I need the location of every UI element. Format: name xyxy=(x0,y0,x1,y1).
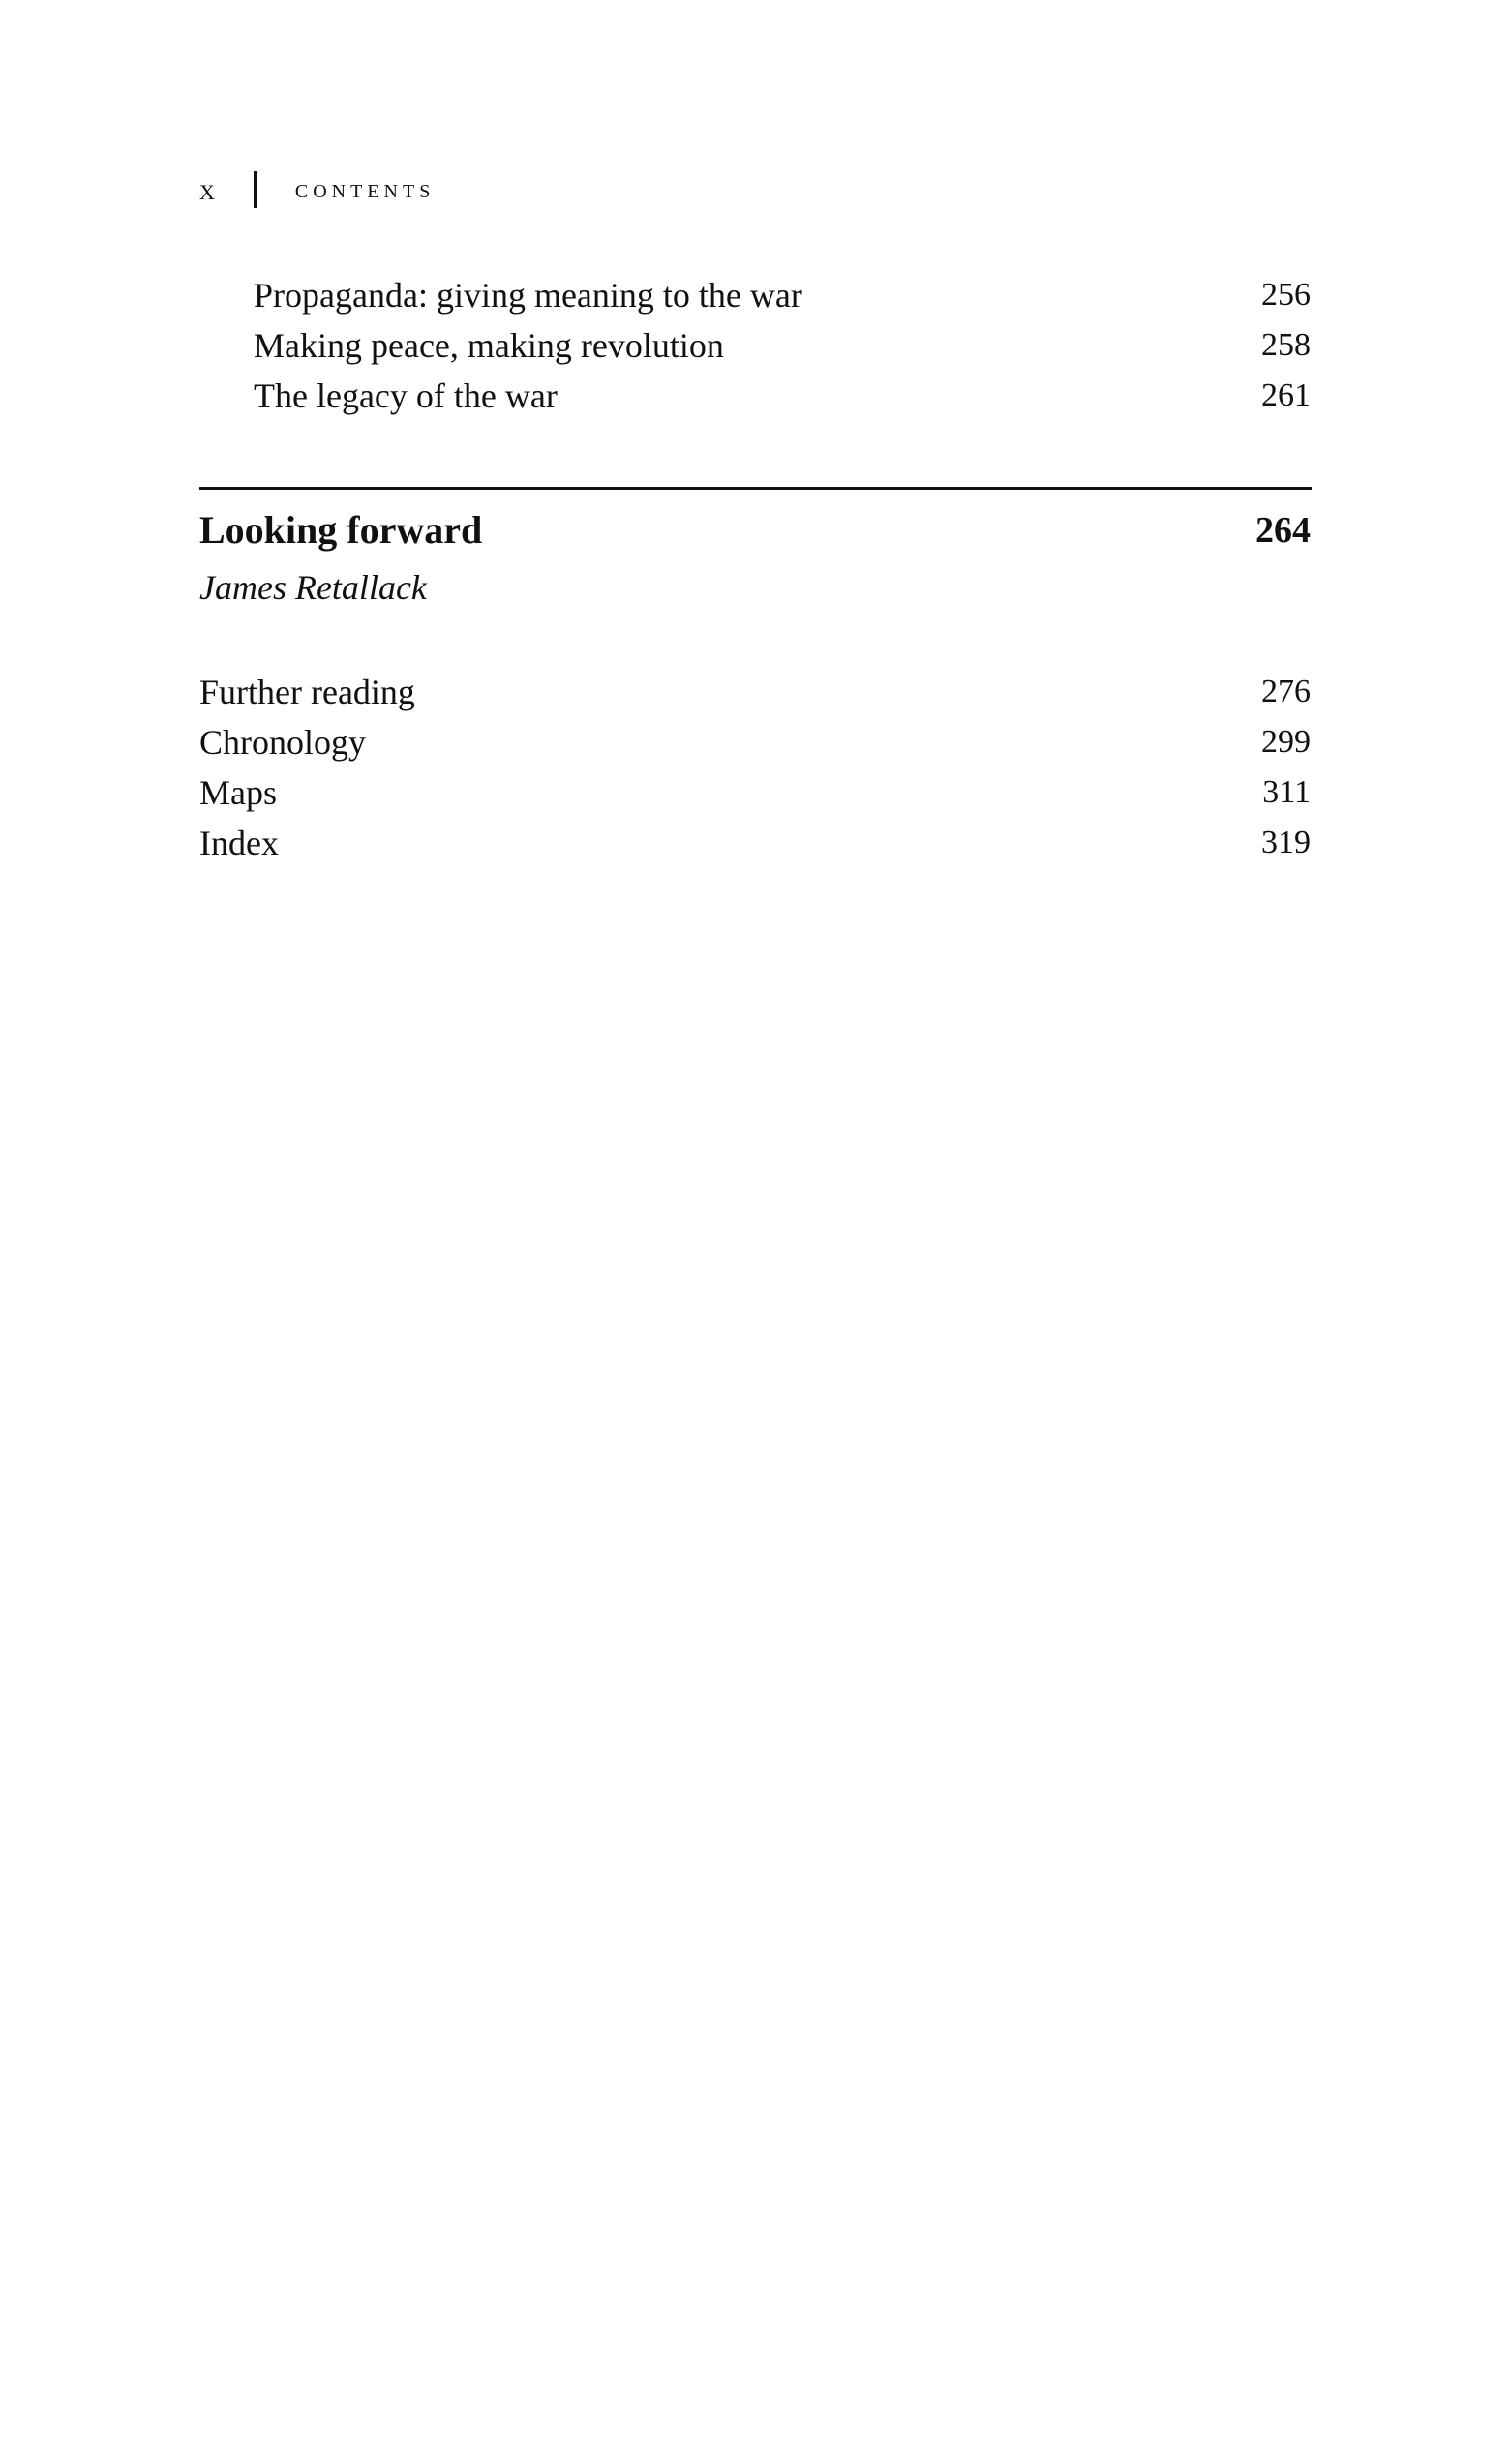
toc-entry-page: 319 xyxy=(1261,825,1311,860)
toc-entry-page: 258 xyxy=(1261,327,1311,363)
running-head xyxy=(199,170,435,209)
running-head-divider xyxy=(254,171,257,208)
toc-entry-title: The legacy of the war xyxy=(254,376,558,415)
toc-entry-page: 276 xyxy=(1261,674,1311,709)
toc-entry-page: 299 xyxy=(1261,724,1311,760)
toc-entry-title: Propaganda: giving meaning to the war xyxy=(254,276,802,315)
toc-entry-page: 261 xyxy=(1261,377,1311,413)
toc-entry-title: Making peace, making revolution xyxy=(254,326,724,365)
toc-back-matter-entry xyxy=(0,718,1510,766)
toc-sub-entry xyxy=(0,271,1510,319)
chapter-title: Looking forward xyxy=(199,508,483,552)
page-folio: x xyxy=(199,172,215,206)
running-head-section: contents xyxy=(294,174,436,204)
toc-back-matter-entry xyxy=(0,668,1510,716)
toc-entry-title: Chronology xyxy=(199,723,367,762)
toc-entry-title: Further reading xyxy=(199,673,415,711)
toc-entry-page: 311 xyxy=(1262,774,1311,810)
chapter-author: James Retallack xyxy=(199,568,427,607)
section-divider xyxy=(199,487,1312,490)
toc-entry-title: Index xyxy=(199,824,279,862)
toc-entry-title: Maps xyxy=(199,773,277,812)
toc-sub-entry xyxy=(0,321,1510,370)
chapter-page: 264 xyxy=(1255,510,1311,551)
toc-back-matter-entry xyxy=(0,768,1510,817)
toc-sub-entry xyxy=(0,372,1510,420)
toc-back-matter-entry xyxy=(0,819,1510,867)
toc-entry-page: 256 xyxy=(1261,277,1311,313)
